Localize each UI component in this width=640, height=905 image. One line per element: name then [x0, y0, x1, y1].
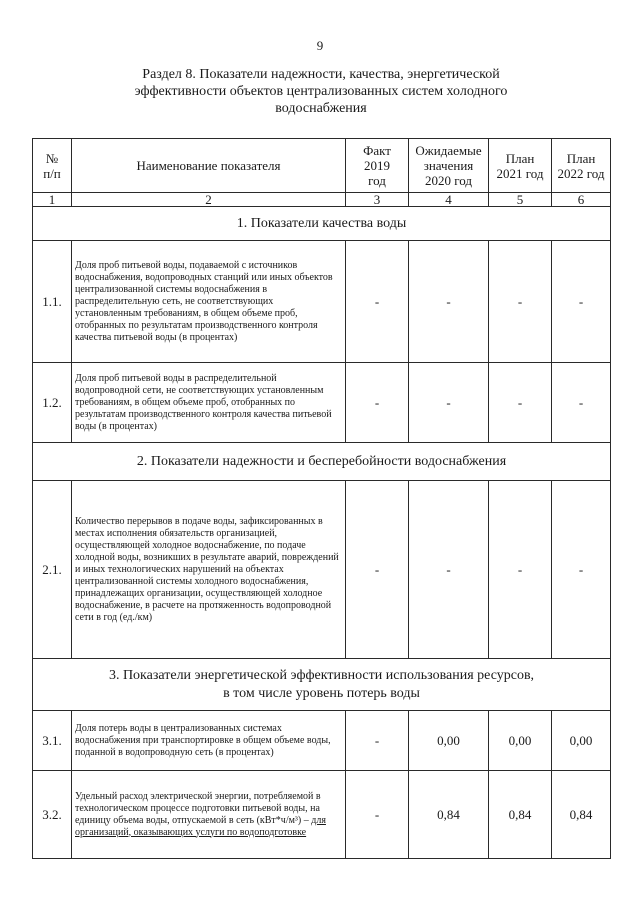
row-number: 2.1. — [33, 481, 72, 659]
section-heading: 1. Показатели качества воды — [33, 207, 611, 241]
indicator-name-underlined: для организаций, оказывающих услуги по водоподготовке — [75, 814, 326, 838]
plan-2022-value: - — [552, 241, 611, 363]
indicator-name: Количество перерывов в подаче воды, зафиксированных в местах исполнения обязательств организацией, осуществляющей холодное водоснабжение, по подаче холодной воды, возникших в результате аварий, повреждений и иных технологических нарушений на объектах централизованной системы холодного водоснабжения, принадлежащих организации, осуществляющей холодное водоснабжение, в расчете на протяженность водопроводной сети в год (ед./км) — [72, 481, 346, 659]
table-row — [33, 771, 611, 859]
table-row — [33, 363, 611, 443]
table-row — [33, 241, 611, 363]
plan-2021-value: 0,00 — [489, 711, 552, 771]
section-title-line-3: водоснабжения — [275, 101, 367, 116]
section-3-header — [33, 659, 611, 711]
section-heading: 3. Показатели энергетической эффективности использования ресурсов, в том числе уровень потерь воды — [33, 659, 611, 711]
header-plan-2022: План 2022 год — [552, 139, 611, 193]
page-number: 9 — [316, 38, 324, 53]
column-index: 4 — [409, 193, 489, 207]
plan-2021-value: - — [489, 241, 552, 363]
indicators-table — [32, 138, 611, 859]
header-row — [33, 139, 611, 193]
header-plan-2021: План 2021 год — [489, 139, 552, 193]
section-title-line-2: эффективности объектов централизованных систем холодного — [134, 84, 508, 99]
plan-2022-value: - — [552, 363, 611, 443]
section-2-header — [33, 443, 611, 481]
column-index-row — [33, 193, 611, 207]
fact-2019-value: - — [346, 241, 409, 363]
plan-2022-value: 0,84 — [552, 771, 611, 859]
expected-2020-value: - — [409, 363, 489, 443]
plan-2021-value: - — [489, 363, 552, 443]
section-heading: 2. Показатели надежности и бесперебойности водоснабжения — [33, 443, 611, 481]
plan-2022-value: - — [552, 481, 611, 659]
header-fact: Факт 2019 год — [346, 139, 409, 193]
column-index: 2 — [72, 193, 346, 207]
fact-2019-value: - — [346, 481, 409, 659]
plan-2022-value: 0,00 — [552, 711, 611, 771]
row-number: 3.1. — [33, 711, 72, 771]
section-1-header — [33, 207, 611, 241]
column-index: 5 — [489, 193, 552, 207]
plan-2021-value: 0,84 — [489, 771, 552, 859]
column-index: 3 — [346, 193, 409, 207]
column-index: 1 — [33, 193, 72, 207]
row-number: 3.2. — [33, 771, 72, 859]
indicator-name: Доля проб питьевой воды в распределительной водопроводной сети, не соответствующих установленным требованиям, в общем объеме проб, отобранных по результатам производственного контроля качества питьевой воды (в процентах) — [72, 363, 346, 443]
indicator-name-text: Удельный расход электрической энергии, потребляемой в технологическом процессе подготовки питьевой воды, на единицу объема воды, отпускаемой в сеть (кВт*ч/м³) – — [75, 790, 321, 826]
header-num: № п/п — [33, 139, 72, 193]
expected-2020-value: - — [409, 241, 489, 363]
table-row — [33, 711, 611, 771]
expected-2020-value: 0,00 — [409, 711, 489, 771]
section-title — [96, 66, 546, 117]
fact-2019-value: - — [346, 711, 409, 771]
expected-2020-value: - — [409, 481, 489, 659]
plan-2021-value: - — [489, 481, 552, 659]
fact-2019-value: - — [346, 363, 409, 443]
expected-2020-value: 0,84 — [409, 771, 489, 859]
indicator-name: Доля потерь воды в централизованных системах водоснабжения при транспортировке в общем объеме воды, поданной в водопроводную сеть (в процентах) — [72, 711, 346, 771]
fact-2019-value: - — [346, 771, 409, 859]
section-title-line-1: Раздел 8. Показатели надежности, качества, энергетической — [142, 67, 500, 82]
indicator-name — [72, 771, 346, 859]
header-name: Наименование показателя — [72, 139, 346, 193]
indicator-name: Доля проб питьевой воды, подаваемой с источников водоснабжения, водопроводных станций или иных объектов централизованной системы водоснабжения в распределительную сеть, не соответствующих установленным требованиям, в общем объеме проб, отобранных по результатам производственного контроля качества питьевой воды (в процентах) — [72, 241, 346, 363]
header-expected: Ожидаемые значения 2020 год — [409, 139, 489, 193]
column-index: 6 — [552, 193, 611, 207]
row-number: 1.1. — [33, 241, 72, 363]
table-row — [33, 481, 611, 659]
row-number: 1.2. — [33, 363, 72, 443]
